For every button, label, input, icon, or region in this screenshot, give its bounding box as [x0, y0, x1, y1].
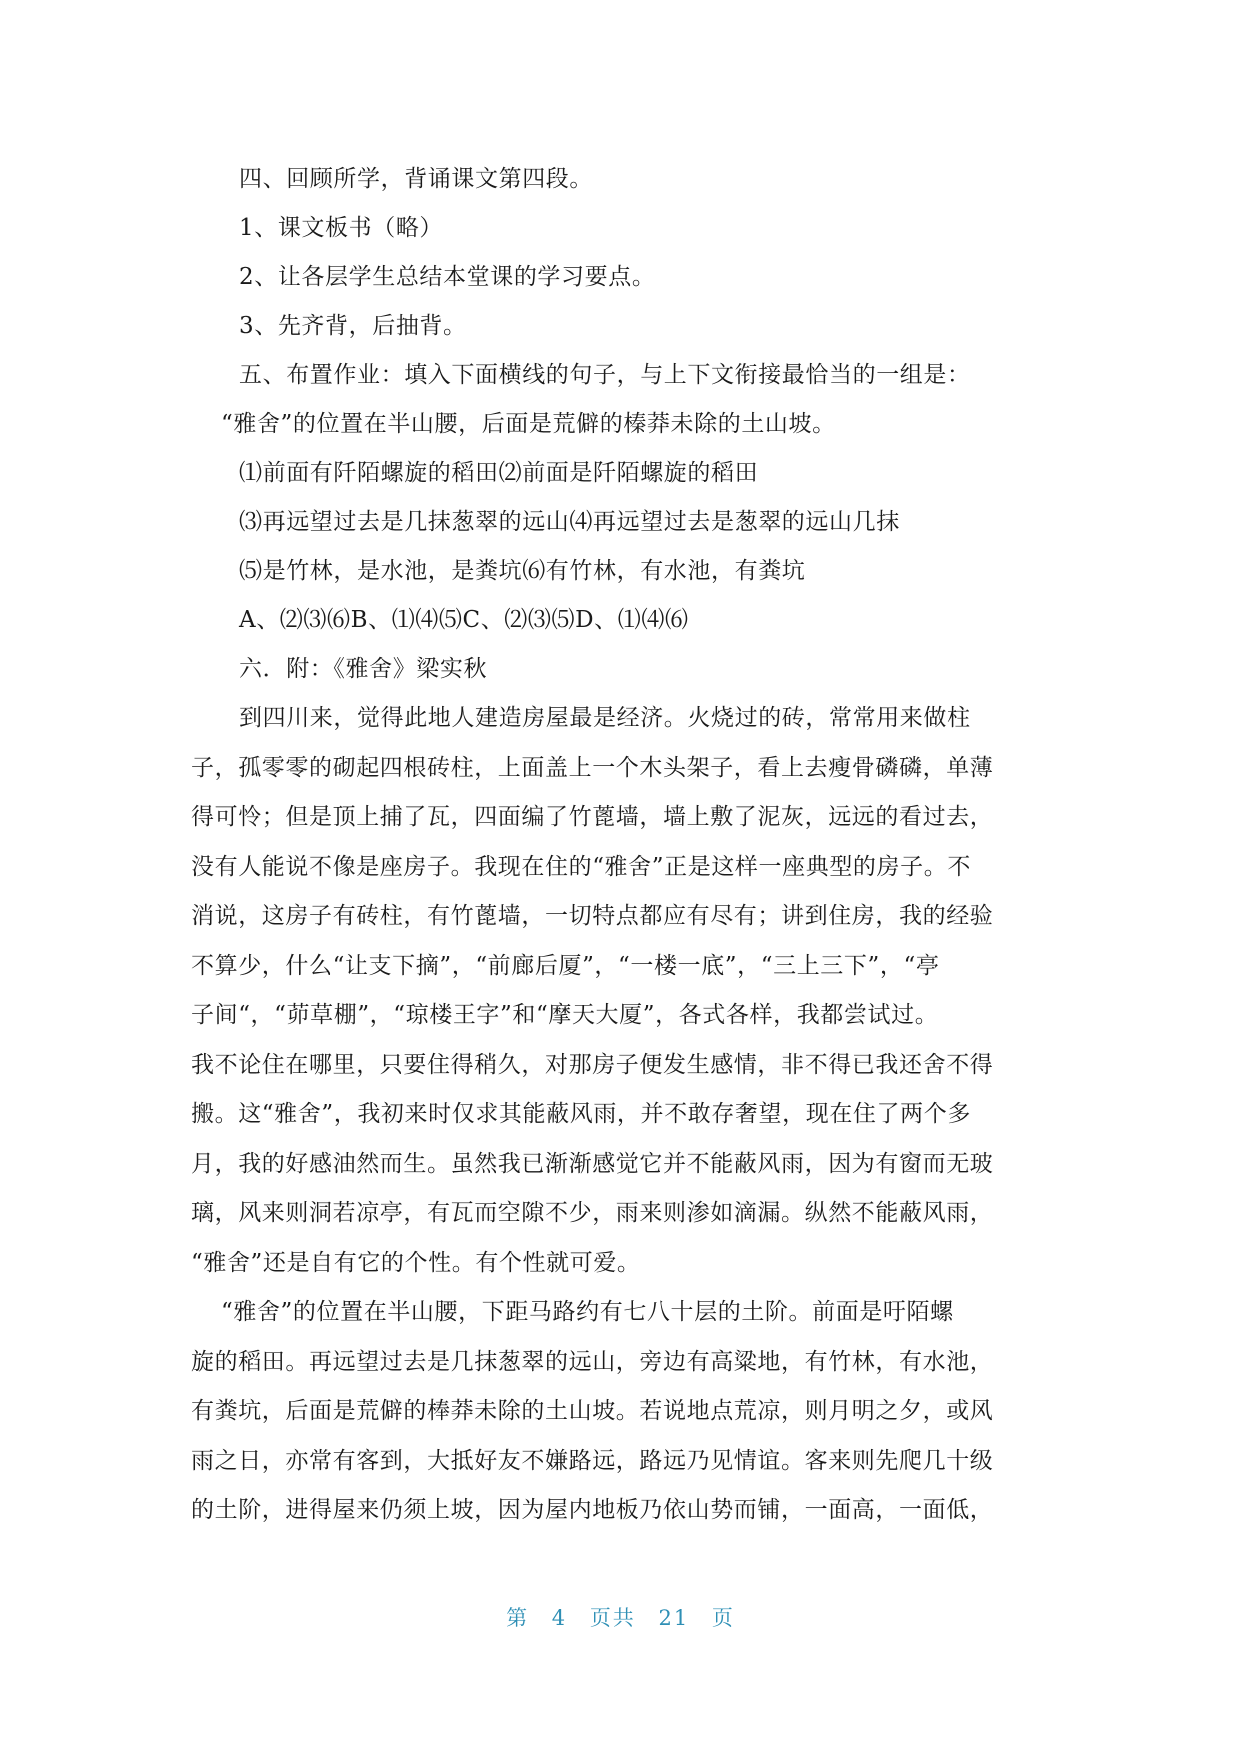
- paragraph-line: 消说，这房子有砖柱，有竹蓖墙，一切特点都应有尽有；讲到住房，我的经验: [191, 903, 994, 929]
- paragraph-line: 我不论住在哪里，只要住得稍久，对那房子便发生感情，非不得已我还舍不得: [191, 1051, 994, 1078]
- page-footer: [0, 1602, 1241, 1632]
- exercise-option-line: ⑴前面有阡陌螺旋的稻田⑵前面是阡陌螺旋的稻田: [239, 460, 759, 486]
- paragraph-line: 有粪坑，后面是荒僻的棒莽未除的土山坡。若说地点荒凉，则月明之夕，或风: [191, 1398, 994, 1424]
- footer-prefix: 第: [506, 1606, 530, 1630]
- essay-paragraph-2: [191, 1288, 1053, 1536]
- footer-middle: 页共: [589, 1606, 636, 1630]
- paragraph-line: 不算少，什么“让支下摘”，“前廊后厦”，“一楼一底”，“三上三下”，“亭: [191, 952, 940, 979]
- paragraph-line: 没有人能说不像是座房子。我现在住的“雅舍”正是这样一座典型的房子。不: [191, 853, 971, 880]
- document-body: [191, 155, 1053, 1536]
- exercise-option-line: ⑸是竹林，是水池，是粪坑⑹有竹林，有水池，有粪坑: [239, 558, 806, 584]
- paragraph-line: 得可怜；但是顶上捕了瓦，四面编了竹蓖墙，墙上敷了泥灰，远远的看过去，: [191, 804, 994, 830]
- paragraph-line: 的土阶，进得屋来仍须上坡，因为屋内地板乃依山势而铺，一面高，一面低，: [191, 1497, 994, 1523]
- section-heading-homework: 五、布置作业：填入下面横线的句子，与上下文衔接最恰当的一组是：: [239, 362, 971, 388]
- paragraph-line: 子，孤零零的砌起四根砖柱，上面盖上一个木头架子，看上去瘦骨磷磷，单薄: [191, 754, 994, 781]
- paragraph-line: 月，我的好感油然而生。虽然我已渐渐感觉它并不能蔽风雨，因为有窗而无玻: [191, 1150, 994, 1177]
- paragraph-line: 雨之日，亦常有客到，大抵好友不嫌路远，路远乃见情谊。客来则先爬几十级: [191, 1447, 994, 1474]
- list-item: 1、课文板书（略）: [239, 215, 444, 241]
- paragraph-line: “雅舍”的位置在半山腰，下距马路约有七八十层的土阶。前面是吁陌螺: [221, 1299, 954, 1325]
- exercise-option-line: ⑶再远望过去是几抹葱翠的远山⑷再远望过去是葱翠的远山几抹: [239, 509, 900, 535]
- list-item: 3、先齐背，后抽背。: [239, 313, 467, 339]
- paragraph-line: 子间“，“茆草棚”，“琼楼王字”和“摩天大厦”，各式各样，我都尝试过。: [191, 1002, 939, 1028]
- paragraph-line: 到四川来，觉得此地人建造房屋最是经济。火烧过的砖，常常用来做柱: [239, 705, 971, 731]
- paragraph-line: 旋的稻田。再远望过去是几抹葱翠的远山，旁边有高粱地，有竹林，有水池，: [191, 1348, 994, 1375]
- current-page-number: 4: [551, 1606, 568, 1630]
- section-heading-appendix: 六．附：《雅舍》梁实秋: [239, 656, 488, 682]
- exercise-answers: A、⑵⑶⑹B、⑴⑷⑸C、⑵⑶⑸D、⑴⑷⑹: [239, 607, 689, 633]
- essay-paragraph-1: [191, 694, 1053, 1288]
- list-item: 2、让各层学生总结本堂课的学习要点。: [239, 264, 656, 290]
- section-heading-review: 四、回顾所学，背诵课文第四段。: [239, 166, 593, 192]
- paragraph-line: “雅舍”还是自有它的个性。有个性就可爱。: [191, 1249, 641, 1276]
- exercise-sentence: “雅舍”的位置在半山腰，后面是荒僻的榛莽未除的土山坡。: [221, 411, 836, 437]
- paragraph-line: 璃，风来则洞若凉亭，有瓦而空隙不少，雨来则渗如滴漏。纵然不能蔽风雨，: [191, 1200, 994, 1226]
- paragraph-line: 搬。这“雅舍”，我初来时仅求其能蔽风雨，并不敢存奢望，现在住了两个多: [191, 1101, 971, 1127]
- total-page-count: 21: [658, 1606, 690, 1630]
- footer-suffix: 页: [711, 1606, 735, 1630]
